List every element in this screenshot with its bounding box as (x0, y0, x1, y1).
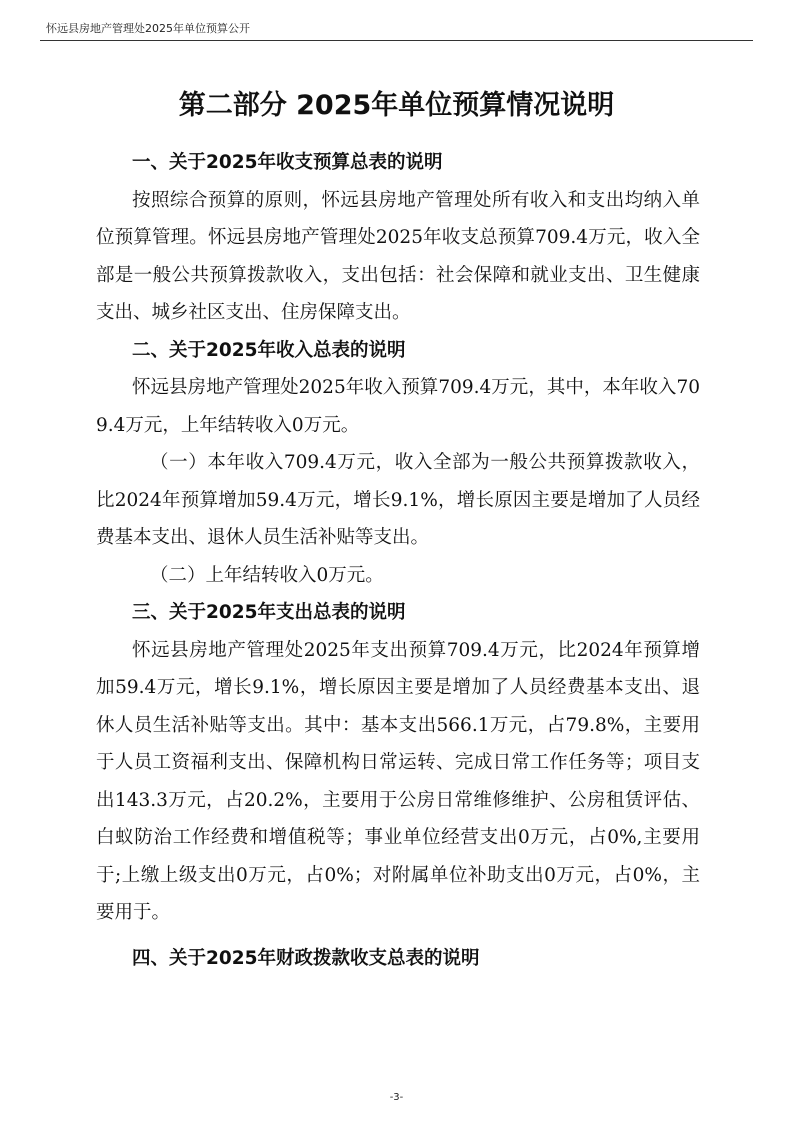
paragraph: 怀远县房地产管理处2025年收入预算709.4万元，其中，本年收入709.4万元，上年结转收入0万元。 (96, 377, 700, 436)
header-divider (40, 40, 753, 41)
section-heading: 四、关于2025年财政拨款收支总表的说明 (132, 947, 480, 969)
paragraph: （一）本年收入709.4万元，收入全部为一般公共预算拨款收入，比2024年预算增加59.4万元，增长9.1%，增长原因主要是增加了人员经费基本支出、退休人员生活补贴等支出。 (96, 452, 700, 548)
section-3 (96, 594, 700, 932)
section-4 (96, 940, 700, 978)
running-header: 怀远县房地产管理处2025年单位预算公开 (46, 22, 250, 35)
section-1 (96, 144, 700, 332)
section-heading: 二、关于2025年收入总表的说明 (132, 339, 406, 361)
paragraph: 按照综合预算的原则，怀远县房地产管理处所有收入和支出均纳入单位预算管理。怀远县房地产管理处2025年收支总预算709.4万元，收入全部是一般公共预算拨款收入，支出包括：社会保障和就业支出、卫生健康支出、城乡社区支出、住房保障支出。 (96, 189, 700, 323)
paragraph: 怀远县房地产管理处2025年支出预算709.4万元，比2024年预算增加59.4万元，增长9.1%，增长原因主要是增加了人员经费基本支出、退休人员生活补贴等支出。其中：基本支出566.1万元，占79.8%，主要用于人员工资福利支出、保障机构日常运转、完成日常工作任务等；项目支出143.3万元，占20.2%，主要用于公房日常维修维护、公房租赁评估、白蚁防治工作经费和增值税等；事业单位经营支出0万元，占0%,主要用于;上缴上级支出0万元，占0%；对附属单位补助支出0万元，占0%，主要用于。 (96, 639, 700, 923)
section-2 (96, 332, 700, 595)
document-body (96, 144, 700, 977)
section-heading: 三、关于2025年支出总表的说明 (132, 602, 406, 623)
paragraph: （二）上年结转收入0万元。 (150, 564, 384, 586)
spacer (96, 932, 700, 940)
section-heading: 一、关于2025年收支预算总表的说明 (132, 152, 443, 173)
page-title: 第二部分 2025年单位预算情况说明 (178, 90, 615, 121)
page-number: -3- (389, 1092, 404, 1103)
